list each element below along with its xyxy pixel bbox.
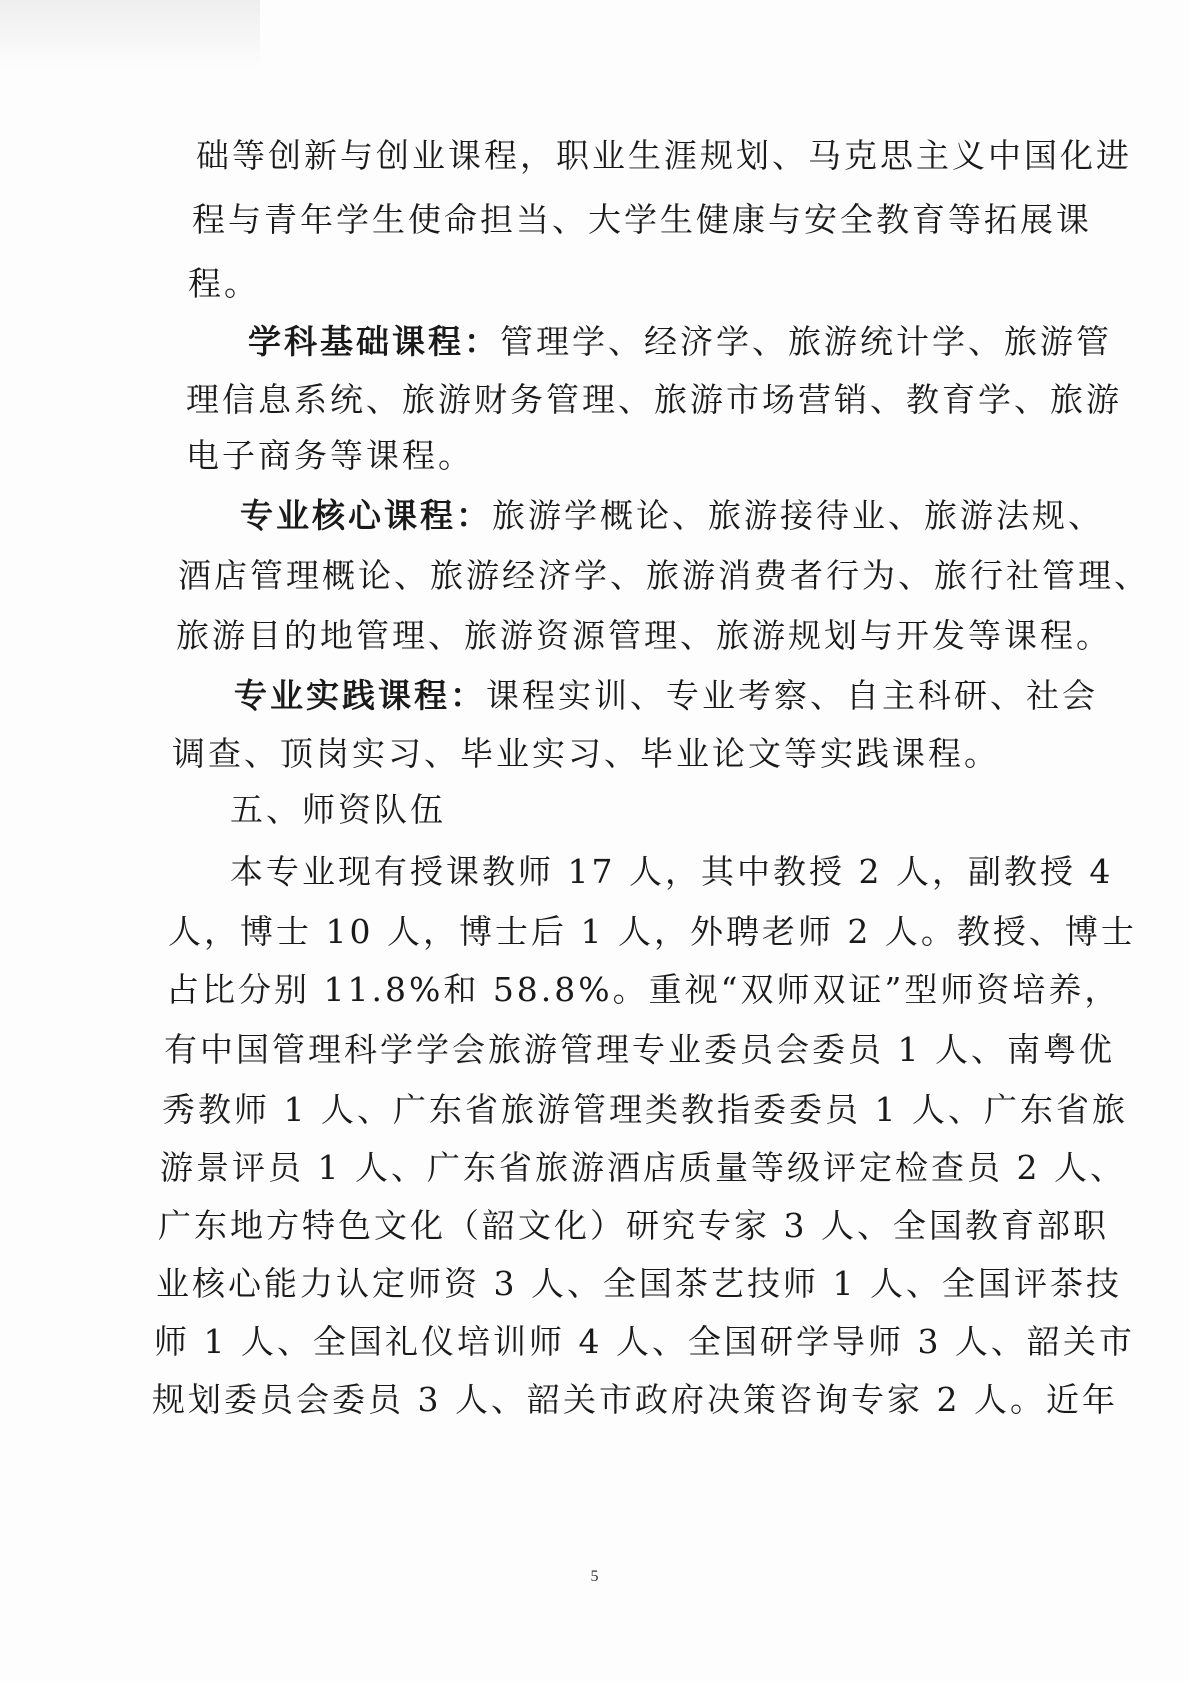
- text-line: 础等创新与创业课程，职业生涯规划、马克思主义中国化进: [196, 136, 1132, 175]
- major-practice-first-line: [234, 676, 1098, 716]
- text-segment: 课程实训、专业考察、自主科研、社会: [486, 676, 1098, 715]
- section-title: 五、师资队伍: [230, 790, 446, 829]
- text-line: 游景评员 1 人、广东省旅游酒店质量等级评定检查员 2 人、: [160, 1148, 1126, 1187]
- text-line: 旅游目的地管理、旅游资源管理、旅游规划与开发等课程。: [176, 616, 1112, 655]
- text-line: 理信息系统、旅游财务管理、旅游市场营销、教育学、旅游: [186, 380, 1122, 419]
- section-heading: 专业实践课程：: [234, 676, 486, 715]
- subject-basic-first-line: [248, 322, 1112, 362]
- text-line: 广东地方特色文化（韶文化）研究专家 3 人、全国教育部职: [158, 1206, 1109, 1245]
- text-line: 规划委员会委员 3 人、韶关市政府决策咨询专家 2 人。近年: [152, 1380, 1118, 1419]
- section-heading: 专业核心课程：: [240, 496, 492, 535]
- text-line: 占比分别 11.8%和 58.8%。重视“双师双证”型师资培养，: [166, 970, 1121, 1009]
- text-line: 程。: [188, 264, 260, 303]
- text-line: 师 1 人、全国礼仪培训师 4 人、全国研学导师 3 人、韶关市: [154, 1322, 1135, 1361]
- text-line: 调查、顶岗实习、毕业实习、毕业论文等实践课程。: [172, 734, 1000, 773]
- page-number: 5: [590, 1568, 599, 1585]
- major-core-first-line: [240, 496, 1104, 536]
- text-line: 电子商务等课程。: [186, 436, 474, 475]
- text-line: 有中国管理科学学会旅游管理专业委员会委员 1 人、南粤优: [164, 1030, 1115, 1069]
- text-line: 人，博士 10 人，博士后 1 人，外聘老师 2 人。教授、博士: [168, 912, 1137, 951]
- text-segment: 管理学、经济学、旅游统计学、旅游管: [500, 322, 1112, 361]
- text-line: 酒店管理概论、旅游经济学、旅游消费者行为、旅行社管理、: [178, 556, 1150, 595]
- text-line: 秀教师 1 人、广东省旅游管理类教指委委员 1 人、广东省旅: [162, 1090, 1128, 1129]
- scan-shadow: [0, 0, 260, 70]
- text-line: 业核心能力认定师资 3 人、全国茶艺技师 1 人、全国评茶技: [156, 1264, 1122, 1303]
- text-segment: 旅游学概论、旅游接待业、旅游法规、: [492, 496, 1104, 535]
- text-line: 本专业现有授课教师 17 人，其中教授 2 人，副教授 4: [230, 852, 1114, 891]
- section-heading: 学科基础课程：: [248, 322, 500, 361]
- text-line: 程与青年学生使命担当、大学生健康与安全教育等拓展课: [192, 200, 1092, 239]
